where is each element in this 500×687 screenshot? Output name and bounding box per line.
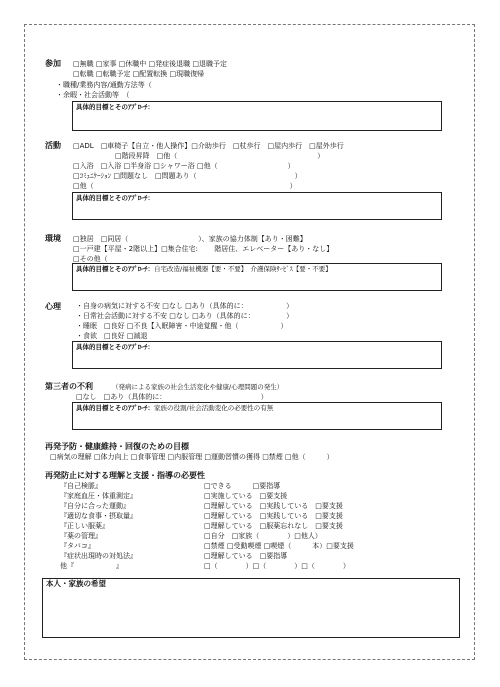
sanka-goal-box[interactable] [72,101,442,131]
rikai-item: 『正しい服薬』 [60,522,109,530]
sanka-line-1[interactable]: □無職 □家事 □休職中 □発症後退職 □退職予定 [73,60,227,68]
shinri-line-2[interactable]: ・日常社会活動に対する不安 □なし □あり（具体的に： ） [76,312,294,320]
rikai-opts[interactable]: □できる □要指導 [204,482,281,490]
rikai-item: 『自分に合った運動』 [60,502,130,510]
rikai-item: 『適切な食事・摂取量』 [60,512,137,520]
kankyo-line-3[interactable]: □その他（ [73,255,108,263]
sanka-line-4: ・余暇・社会活動等 （ [56,91,130,99]
daisansha-goal-detail: 家族の役割/社会活動変化の必要性の有無 [154,404,274,412]
rikai-item: 『薬の管理』 [60,532,102,540]
katsudo-line-5[interactable]: □他（ ） [73,182,297,190]
daisansha-label: 第三者の不利 [45,382,93,391]
rikai-item: 他『 』 [60,562,123,570]
katsudo-label: 活動 [45,141,61,150]
rikai-opts[interactable]: □自分 □家族（ ）□他人） [204,532,322,540]
shinri-line-4[interactable]: ・食欲 □良好 □減退 [76,332,148,340]
rikai-opts[interactable]: □理解している □要指導 [204,552,288,560]
rikai-opts[interactable]: □（ ）□（ ）□（ ） [204,562,350,570]
saihatsu-line-1[interactable]: □病気の理解 □体力向上 □食事管理 □内服管理 □運動習慣の獲得 □禁煙 □他（ ） [50,453,334,461]
kibou-label: 本人・家族の希望 [46,579,106,588]
katsudo-line-1[interactable]: □ADL □車椅子【自立・他人操作】□介助歩行 □杖歩行 □屋内歩行 □屋外歩行 [73,142,344,150]
daisansha-goal-box[interactable] [72,402,442,430]
daisansha-line-1[interactable]: □なし □あり（具体的に： ） [76,393,268,401]
sanka-line-2[interactable]: □転職 □転職予定 □配置転換 □現職復帰 [73,70,205,78]
rikai-title: 再発防止に対する理解と支援・指導の必要性 [45,471,205,480]
sanka-label: 参加 [45,59,61,68]
rikai-opts[interactable]: □理解している □実践している □要支援 [204,512,343,520]
shinri-line-3[interactable]: ・睡眠 □良好 □不良【入眠障害・中途覚醒・他（ ） [76,322,288,330]
katsudo-goal-box[interactable] [72,192,442,220]
sanka-line-3: ・職種/業務内容/通勤方法等（ [56,81,152,89]
rikai-item: 『家庭血圧・体重測定』 [60,492,137,500]
kankyo-goal-label: 具体的目標とそのｱﾌﾟﾛｰﾁ：自宅改造/福祉機器【要・不要】 介護保険ｻｰﾋﾞｽ【要・不要】 [76,265,332,273]
rikai-opts[interactable]: □実施している □要支援 [204,492,288,500]
katsudo-line-2[interactable]: □階段昇降 □他（ ） [115,152,325,160]
shinri-label: 心理 [45,302,61,311]
katsudo-line-4[interactable]: □ｺﾐｭﾆｹｰｼｮﾝ □問題なし □問題あり（ ） [73,172,302,180]
rikai-opts[interactable]: □禁煙 □受動喫煙 □喫煙（ 本）□要支援 [204,542,354,550]
shinri-goal-label: 具体的目標とそのｱﾌﾟﾛｰﾁ： [76,343,154,351]
katsudo-line-3[interactable]: □入浴 □入浴 □半身浴 □シャワー浴 □他（ ） [73,162,295,170]
rikai-opts[interactable]: □理解している □実践している □要支援 [204,502,343,510]
daisansha-sub: （発病による家族の社会生活変化や健康/心理問題の発生） [112,383,284,391]
kankyo-line-1[interactable]: □独居 □同居（ ）、家族の協力体制【あり・困難】 [73,235,307,243]
kankyo-goal-box[interactable] [72,263,442,291]
kankyo-line-2[interactable]: □一戸建【平屋・2階以上】□集合住宅: 階居住、エレベーター【あり・なし】 [73,245,334,253]
daisansha-goal-label: 具体的目標とそのｱﾌﾟﾛｰﾁ：家族の役割/社会活動変化の必要性の有無 [76,404,274,412]
shinri-line-1[interactable]: ・自身の病気に対する不安 □なし □あり（具体的に： ） [76,302,294,310]
katsudo-goal-label: 具体的目標とそのｱﾌﾟﾛｰﾁ： [76,194,154,202]
saihatsu-title: 再発予防・健康維持・回復のための目標 [45,442,189,451]
sanka-goal-label: 具体的目標とそのｱﾌﾟﾛｰﾁ： [76,103,154,111]
kankyo-goal-detail: 自宅改造/福祉機器【要・不要】 介護保険ｻｰﾋﾞｽ【要・不要】 [154,265,332,273]
shinri-goal-box[interactable] [72,341,442,369]
kibou-box[interactable] [42,578,460,638]
rikai-item: 『タバコ』 [60,542,95,550]
rikai-item: 『症状出現時の対処法』 [60,552,137,560]
rikai-opts[interactable]: □理解している □服薬忘れなし □要支援 [204,522,343,530]
kankyo-label: 環境 [45,234,61,243]
rikai-item: 『自己検脈』 [60,482,102,490]
